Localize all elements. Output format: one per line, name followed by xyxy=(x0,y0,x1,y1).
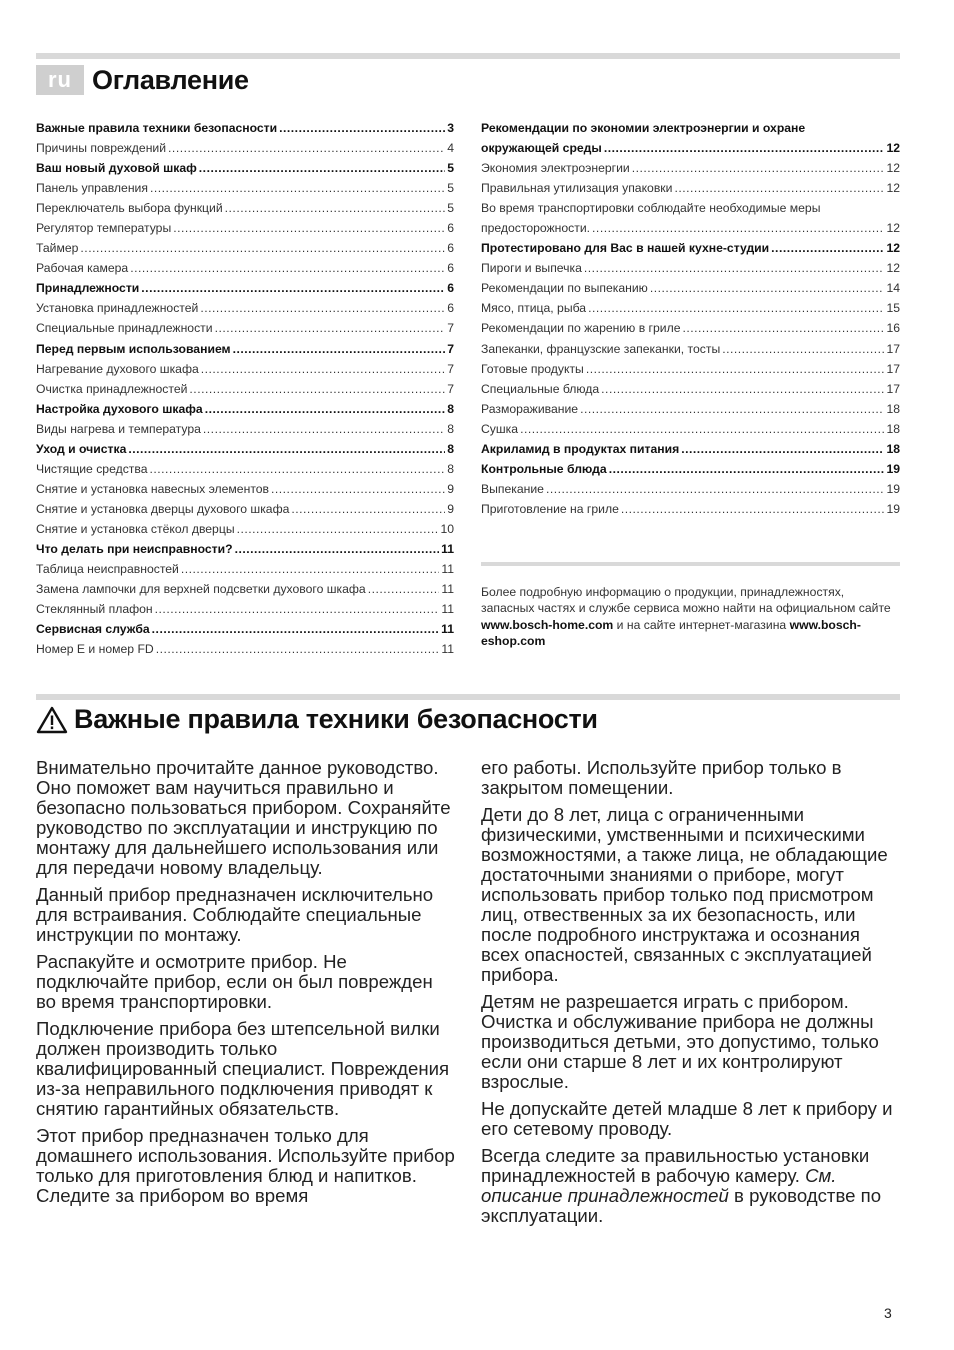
toc-dot-leader xyxy=(771,238,884,258)
toc-entry[interactable] xyxy=(36,138,454,158)
toc-entry-title: Нагревание духового шкафа xyxy=(36,361,199,376)
toc-entry-title: Таймер xyxy=(36,241,79,256)
toc-page-number: 17 xyxy=(886,381,900,396)
toc-entry-title: Протестировано для Вас в нашей кухне-студии xyxy=(481,241,770,256)
toc-page-number: 7 xyxy=(447,321,454,336)
toc-entry[interactable] xyxy=(481,278,900,298)
toc-dot-leader xyxy=(200,298,445,318)
toc-dot-leader xyxy=(291,499,445,519)
toc-page-number: 12 xyxy=(886,221,900,236)
toc-page-number: 16 xyxy=(886,321,900,336)
toc-dot-leader xyxy=(156,639,440,659)
toc-entry-title: Причины повреждений xyxy=(36,141,167,156)
toc-page-number: 9 xyxy=(447,501,454,516)
toc-dot-leader xyxy=(205,399,446,419)
toc-dot-leader xyxy=(215,318,446,338)
toc-entry-title: Акриламид в продуктах питания xyxy=(481,441,680,456)
toc-section-entry[interactable] xyxy=(36,539,454,559)
toc-entry[interactable] xyxy=(481,158,900,178)
toc-entry[interactable] xyxy=(36,459,454,479)
toc-page-number: 17 xyxy=(886,361,900,376)
toc-entry-title: Что делать при неисправности? xyxy=(36,541,233,556)
toc-dot-leader xyxy=(588,298,884,318)
toc-entry-title: Мясо, птица, рыба xyxy=(481,301,587,316)
toc-entry[interactable] xyxy=(36,218,454,238)
toc-entry-title: Номер E и номер FD xyxy=(36,642,154,657)
toc-entry[interactable] xyxy=(481,499,900,519)
toc-entry[interactable] xyxy=(481,379,900,399)
toc-entry-title: предосторожности. xyxy=(481,221,591,236)
toc-entry-title: Очистка принадлежностей xyxy=(36,381,188,396)
toc-page-number: 6 xyxy=(447,301,454,316)
toc-entry[interactable] xyxy=(36,499,454,519)
toc-entry[interactable] xyxy=(481,479,900,499)
toc-entry[interactable] xyxy=(36,379,454,399)
toc-dot-leader xyxy=(203,419,445,439)
toc-page-number: 8 xyxy=(447,421,454,436)
toc-heading xyxy=(36,64,249,96)
toc-entry[interactable] xyxy=(481,419,900,439)
toc-page-number: 18 xyxy=(886,401,900,416)
accessories-reference: См. описание принадлежностей xyxy=(481,1164,837,1206)
info-separator xyxy=(481,562,900,566)
toc-section-entry[interactable] xyxy=(36,158,454,178)
toc-page-number: 9 xyxy=(447,481,454,496)
toc-entry-title: Снятие и установка стёкол дверцы xyxy=(36,521,235,536)
toc-dot-leader xyxy=(155,599,440,619)
toc-dot-leader xyxy=(150,459,446,479)
toc-dot-leader xyxy=(584,258,885,278)
toc-entry-title: Важные правила техники безопасности xyxy=(36,121,278,135)
toc-entry-title: окружающей среды xyxy=(481,141,602,156)
toc-page-number: 10 xyxy=(440,521,454,536)
toc-entry-title: Запеканки, французские запеканки, тосты xyxy=(481,341,721,356)
toc-page-number: 19 xyxy=(886,501,900,516)
accessories-text-end: в руководстве по эксплуатации. xyxy=(481,1184,882,1226)
page-number: 3 xyxy=(884,1305,892,1321)
toc-section-entry[interactable] xyxy=(36,278,454,298)
toc-page-number: 12 xyxy=(886,141,900,156)
toc-entry[interactable] xyxy=(36,318,454,338)
body-paragraph: Не допускайте детей младше 8 лет к прибору и его сетевому проводу. xyxy=(481,1098,893,1140)
toc-section-entry[interactable] xyxy=(481,439,900,459)
toc-dot-leader xyxy=(520,419,884,439)
body-paragraph: Внимательно прочитайте данное руководство. Оно поможет вам научиться правильно и безопасно пользоваться прибором. Сохраняйте руководство по эксплуатации и инструкцию по монтажу для дальнейшего использования или для передачи новому владельцу. xyxy=(36,757,451,879)
toc-entry-title: Рекомендации по жарению в гриле xyxy=(481,321,681,336)
toc-dot-leader xyxy=(682,318,884,338)
toc-dot-leader xyxy=(271,479,445,499)
toc-entry[interactable] xyxy=(36,419,454,439)
toc-dot-leader xyxy=(650,278,885,298)
accessories-text: Всегда следите за правильностью установки принадлежностей в рабочую камеру. xyxy=(481,1144,870,1186)
toc-entry-title: Стеклянный плафон xyxy=(36,602,153,617)
toc-section-entry[interactable] xyxy=(36,118,454,138)
toc-page-number: 8 xyxy=(447,441,454,456)
toc-entry-title: Сервисная служба xyxy=(36,622,150,637)
toc-dot-leader xyxy=(632,158,885,178)
toc-entry-title: Выпекание xyxy=(481,481,544,496)
toc-entry-title: Экономия электроэнергии xyxy=(481,161,630,176)
section-rule xyxy=(36,694,900,700)
toc-page-number: 18 xyxy=(886,421,900,436)
toc-dot-leader xyxy=(586,359,885,379)
toc-entry-title: Готовые продукты xyxy=(481,361,584,376)
toc-dot-leader xyxy=(189,379,445,399)
eshop-link[interactable]: www.bosch-eshop.com xyxy=(481,617,861,648)
toc-page-number: 6 xyxy=(447,221,454,236)
toc-dot-leader xyxy=(279,118,445,138)
toc-entry-title: Специальные блюда xyxy=(481,381,600,396)
toc-page-number: 14 xyxy=(886,281,900,296)
toc-section-entry[interactable] xyxy=(481,238,900,258)
toc-section-entry[interactable] xyxy=(36,399,454,419)
toc-dot-leader xyxy=(601,379,884,399)
toc-page-number: 11 xyxy=(441,541,454,556)
toc-dot-leader xyxy=(580,399,884,419)
toc-dot-leader xyxy=(80,238,445,258)
toc-dot-leader xyxy=(201,359,445,379)
top-rule xyxy=(36,53,900,59)
body-paragraph: Подключение прибора без штепсельной вилки должен производить только квалифицированный специалист. Повреждения из-за неправильного подключения приводят к снятию гарантийных обязательств. xyxy=(36,1017,450,1119)
toc-page-number: 3 xyxy=(447,121,454,135)
toc-dot-leader xyxy=(235,539,440,559)
body-paragraph: Этот прибор предназначен только для домашнего использования. Используйте прибор только для приготовления блюд и напитков. Следите за прибором во время xyxy=(36,1124,455,1206)
toc-page-number: 11 xyxy=(441,562,454,577)
warning-triangle-icon xyxy=(36,706,68,734)
toc-entry-title: Переключатель выбора функций xyxy=(36,201,223,216)
toc-entry-title: Рабочая камера xyxy=(36,261,129,276)
toc-entry-title: Приготовление на гриле xyxy=(481,501,619,516)
toc-left-column xyxy=(36,118,454,659)
language-badge: ru xyxy=(36,65,84,95)
toc-page-number: 19 xyxy=(886,461,900,476)
toc-dot-leader xyxy=(181,559,439,579)
toc-dot-leader xyxy=(592,218,884,238)
info-note xyxy=(481,584,900,649)
toc-entry-title: Настройка духового шкафа xyxy=(36,401,203,416)
toc-page-number: 12 xyxy=(886,181,900,196)
toc-section-entry[interactable] xyxy=(36,439,454,459)
toc-entry-title: Виды нагрева и температура xyxy=(36,421,201,436)
toc-page-number: 11 xyxy=(441,582,454,597)
toc-entry-title: Регулятор температуры xyxy=(36,221,172,236)
toc-page-number: 6 xyxy=(447,261,454,276)
toc-entry[interactable] xyxy=(481,359,900,379)
toc-dot-leader xyxy=(128,439,445,459)
toc-section-entry[interactable] xyxy=(36,339,454,359)
toc-entry[interactable] xyxy=(481,399,900,419)
toc-entry[interactable] xyxy=(36,198,454,218)
toc-dot-leader xyxy=(233,339,446,359)
toc-dot-leader xyxy=(130,258,445,278)
toc-page-number: 18 xyxy=(886,441,900,456)
toc-dot-leader xyxy=(237,519,439,539)
safety-heading xyxy=(36,704,598,735)
toc-entry-title: Таблица неисправностей xyxy=(36,562,179,577)
toc-entry-title: Правильная утилизация упаковки xyxy=(481,181,673,196)
toc-entry-title: Панель управления xyxy=(36,181,148,196)
toc-page-number: 11 xyxy=(441,642,454,657)
toc-entry[interactable] xyxy=(36,359,454,379)
toc-entry-title: Рекомендации по выпеканию xyxy=(481,281,648,296)
toc-page-number: 6 xyxy=(447,281,454,296)
toc-page-number: 8 xyxy=(447,401,454,416)
toc-entry[interactable] xyxy=(36,178,454,198)
toc-entry-title: Сушка xyxy=(481,421,519,436)
toc-dot-leader xyxy=(546,479,884,499)
safety-title: Важные правила техники безопасности xyxy=(74,704,598,734)
toc-entry-line: Рекомендации по экономии электроэнергии и охране xyxy=(481,121,806,135)
toc-entry-title: Снятие и установка навесных элементов xyxy=(36,481,270,496)
toc-dot-leader xyxy=(152,619,439,639)
toc-right-column xyxy=(481,118,900,519)
body-paragraph: Дети до 8 лет, лица с ограниченными физическими, умственными и психическими возможностями, а также лица, не обладающие достаточными знаниями о приборе, могут использовать прибор только под присмотром лиц, отвественных за их безопасность, или после подробного инструктажа и осознания всех опасностей, связанных с эксплуатацией прибора. xyxy=(481,803,888,986)
toc-dot-leader xyxy=(609,459,885,479)
body-left-column xyxy=(36,758,456,1212)
toc-page-number: 6 xyxy=(447,241,454,256)
toc-entry[interactable] xyxy=(481,318,900,338)
toc-entry[interactable] xyxy=(36,238,454,258)
toc-page-number: 7 xyxy=(447,341,454,356)
toc-page-number: 5 xyxy=(447,201,454,216)
toc-page-number: 5 xyxy=(447,181,454,196)
toc-entry-title: Уход и очистка xyxy=(36,441,127,456)
toc-page-number: 19 xyxy=(886,481,900,496)
toc-entry-title: Контрольные блюда xyxy=(481,461,607,476)
toc-entry[interactable] xyxy=(36,479,454,499)
toc-dot-leader xyxy=(225,198,446,218)
info-text-1: Более подробную информацию о продукции, принадлежностях, запасных частях и службе сервиса можно найти на официальном сайте xyxy=(481,585,891,616)
toc-page-number: 8 xyxy=(447,461,454,476)
toc-dot-leader xyxy=(168,138,445,158)
toc-page-number: 11 xyxy=(441,602,454,617)
toc-page-number: 12 xyxy=(886,241,900,256)
toc-entry[interactable] xyxy=(481,258,900,278)
toc-entry[interactable] xyxy=(36,579,454,599)
body-paragraph: Детям не разрешается играть с прибором. Очистка и обслуживание прибора не должны производиться детьми, это допустимо, только если они старше 8 лет и их контролируют взрослые. xyxy=(481,991,879,1093)
toc-page-number: 12 xyxy=(886,261,900,276)
toc-dot-leader xyxy=(199,158,445,178)
toc-entry-title: Снятие и установка дверцы духового шкафа xyxy=(36,501,290,516)
toc-entry-title: Перед первым использованием xyxy=(36,341,231,356)
body-paragraph: его работы. Используйте прибор только в закрытом помещении. xyxy=(481,757,842,799)
toc-dot-leader xyxy=(141,278,445,298)
toc-section-entry[interactable] xyxy=(481,459,900,479)
toc-entry-title: Принадлежности xyxy=(36,281,140,296)
toc-dot-leader xyxy=(681,439,884,459)
body-paragraph: Данный прибор предназначен исключительно для встраивания. Соблюдайте специальные инструкции по монтажу. xyxy=(36,884,434,946)
info-text-2: и на сайте интернет-магазина xyxy=(613,617,790,632)
toc-entry[interactable] xyxy=(481,218,900,238)
toc-dot-leader xyxy=(368,579,440,599)
toc-entry-title: Специальные принадлежности xyxy=(36,321,213,336)
toc-entry-line: Во время транспортировки соблюдайте необходимые меры xyxy=(481,201,821,216)
toc-entry-title: Размораживание xyxy=(481,401,579,416)
website-link[interactable]: www.bosch-home.com xyxy=(481,617,614,632)
toc-page-number: 11 xyxy=(441,622,454,637)
body-paragraph: Распакуйте и осмотрите прибор. Не подключайте прибор, если он был поврежден во время транспортировки. xyxy=(36,950,433,1013)
toc-dot-leader xyxy=(674,178,884,198)
toc-entry-title: Чистящие средства xyxy=(36,461,148,476)
toc-dot-leader xyxy=(604,138,885,158)
toc-page-number: 5 xyxy=(447,161,454,176)
toc-entry-title: Замена лампочки для верхней подсветки духового шкафа xyxy=(36,582,366,597)
toc-section-entry[interactable] xyxy=(481,138,900,158)
toc-dot-leader xyxy=(722,339,884,359)
toc-title: Оглавление xyxy=(92,64,249,95)
accessories-paragraph xyxy=(481,1146,901,1226)
toc-dot-leader xyxy=(150,178,445,198)
toc-page-number: 15 xyxy=(886,301,900,316)
toc-entry[interactable] xyxy=(36,298,454,318)
toc-page-number: 4 xyxy=(447,141,454,156)
toc-entry[interactable] xyxy=(481,339,900,359)
toc-section-entry[interactable] xyxy=(36,619,454,639)
toc-entry-title: Ваш новый духовой шкаф xyxy=(36,161,197,176)
toc-entry[interactable] xyxy=(36,258,454,278)
toc-entry[interactable] xyxy=(481,298,900,318)
toc-entry[interactable] xyxy=(36,519,454,539)
toc-page-number: 7 xyxy=(447,361,454,376)
toc-page-number: 17 xyxy=(886,341,900,356)
toc-entry-title: Установка принадлежностей xyxy=(36,301,199,316)
toc-page-number: 12 xyxy=(886,161,900,176)
toc-page-number: 7 xyxy=(447,381,454,396)
toc-entry[interactable] xyxy=(36,599,454,619)
toc-dot-leader xyxy=(621,499,885,519)
toc-entry-title: Пироги и выпечка xyxy=(481,261,582,276)
toc-entry[interactable] xyxy=(36,639,454,659)
toc-dot-leader xyxy=(173,218,445,238)
toc-entry[interactable] xyxy=(481,178,900,198)
body-right-column xyxy=(481,758,901,1233)
toc-entry[interactable] xyxy=(36,559,454,579)
